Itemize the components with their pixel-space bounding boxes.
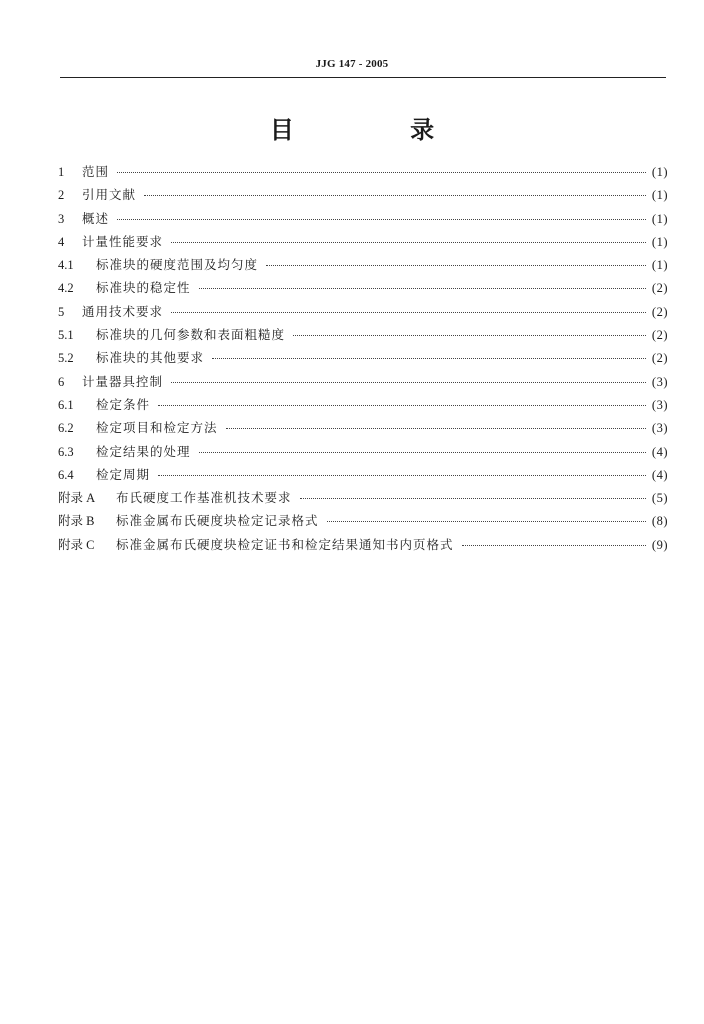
toc-entry-title: 标准金属布氏硬度块检定记录格式	[116, 513, 319, 529]
toc-entry-number: 5.1	[58, 328, 74, 343]
toc-entry-page: (2)	[651, 304, 668, 319]
toc-entry[interactable]	[58, 164, 668, 187]
page-title: 目 录	[269, 116, 489, 144]
dot-leader	[293, 335, 646, 336]
toc-entry-number: 1	[58, 165, 65, 179]
toc-entry-number: 6	[58, 374, 65, 389]
toc-entry-number: 5	[58, 304, 65, 319]
dot-leader	[199, 288, 646, 289]
toc-entry-number: 附录 B	[58, 514, 95, 529]
table-of-contents	[58, 164, 668, 560]
dot-leader	[171, 382, 646, 383]
dot-leader	[327, 521, 646, 522]
toc-entry-title: 通用技术要求	[82, 303, 164, 319]
toc-entry-title: 计量器具控制	[82, 373, 164, 389]
toc-entry[interactable]	[58, 280, 668, 303]
dot-leader	[266, 265, 646, 266]
toc-entry-title: 标准块的其他要求	[96, 350, 205, 366]
toc-entry-title: 标准块的硬度范围及均匀度	[96, 257, 259, 273]
toc-entry-title: 检定条件	[96, 396, 151, 412]
toc-entry[interactable]	[58, 444, 668, 467]
toc-entry-number: 附录 C	[58, 537, 95, 552]
dot-leader	[158, 405, 646, 406]
toc-entry[interactable]	[58, 397, 668, 420]
toc-entry[interactable]	[58, 374, 668, 397]
toc-entry[interactable]	[58, 537, 668, 560]
dot-leader	[212, 358, 646, 359]
toc-entry-page: (2)	[651, 328, 668, 343]
toc-entry[interactable]	[58, 420, 668, 443]
dot-leader	[462, 545, 646, 546]
header-divider	[60, 77, 666, 78]
dot-leader	[117, 172, 646, 173]
toc-entry-page: (5)	[651, 491, 668, 506]
toc-entry-number: 6.1	[58, 397, 74, 412]
toc-entry-title: 计量性能要求	[82, 233, 164, 249]
toc-entry[interactable]	[58, 257, 668, 280]
toc-entry-title: 概述	[82, 210, 110, 226]
dot-leader	[226, 428, 646, 429]
toc-entry-page: (8)	[651, 514, 668, 529]
toc-entry-number: 4.2	[58, 281, 74, 296]
toc-entry[interactable]	[58, 211, 668, 234]
toc-entry-title: 标准块的几何参数和表面粗糙度	[96, 327, 286, 343]
toc-entry-number: 6.3	[58, 444, 74, 459]
toc-entry[interactable]	[58, 350, 668, 373]
toc-entry-number: 附录 A	[58, 491, 96, 506]
toc-entry-page: (3)	[651, 421, 668, 436]
toc-entry-page: (1)	[651, 234, 668, 249]
toc-entry[interactable]	[58, 187, 668, 210]
dot-leader	[199, 452, 646, 453]
dot-leader	[117, 219, 646, 220]
toc-entry[interactable]	[58, 234, 668, 257]
dot-leader	[300, 498, 646, 499]
toc-entry-page: (1)	[651, 211, 668, 226]
toc-entry-page: (1)	[651, 188, 668, 203]
toc-entry-page: (2)	[651, 351, 668, 366]
toc-entry-title: 检定周期	[96, 466, 151, 482]
toc-entry-number: 3	[58, 211, 65, 226]
toc-entry-title: 检定项目和检定方法	[96, 420, 218, 436]
toc-entry-page: (1)	[651, 165, 668, 179]
toc-entry-page: (4)	[651, 444, 668, 459]
toc-entry-title: 标准金属布氏硬度块检定证书和检定结果通知书内页格式	[116, 536, 454, 552]
toc-entry[interactable]	[58, 467, 668, 490]
toc-entry[interactable]	[58, 327, 668, 350]
toc-entry[interactable]	[58, 304, 668, 327]
dot-leader	[144, 195, 646, 196]
dot-leader	[171, 312, 646, 313]
toc-entry[interactable]	[58, 513, 668, 536]
document-code-header: JJG 147 - 2005	[315, 58, 389, 70]
toc-entry-page: (2)	[651, 281, 668, 296]
toc-entry-title: 检定结果的处理	[96, 443, 191, 459]
toc-entry-number: 4.1	[58, 258, 74, 273]
toc-entry-title: 标准块的稳定性	[96, 280, 191, 296]
toc-entry-page: (1)	[651, 258, 668, 273]
toc-entry-number: 6.4	[58, 467, 74, 482]
toc-entry-number: 6.2	[58, 421, 74, 436]
dot-leader	[158, 475, 646, 476]
toc-entry-title: 引用文献	[82, 187, 137, 203]
toc-entry-page: (9)	[651, 537, 668, 552]
toc-entry[interactable]	[58, 490, 668, 513]
toc-entry-number: 5.2	[58, 351, 74, 366]
dot-leader	[171, 242, 646, 243]
toc-entry-number: 4	[58, 234, 65, 249]
toc-entry-page: (3)	[651, 397, 668, 412]
toc-entry-page: (3)	[651, 374, 668, 389]
toc-entry-title: 范围	[82, 164, 110, 179]
toc-entry-title: 布氏硬度工作基准机技术要求	[116, 490, 292, 506]
toc-entry-number: 2	[58, 188, 65, 203]
toc-entry-page: (4)	[651, 467, 668, 482]
